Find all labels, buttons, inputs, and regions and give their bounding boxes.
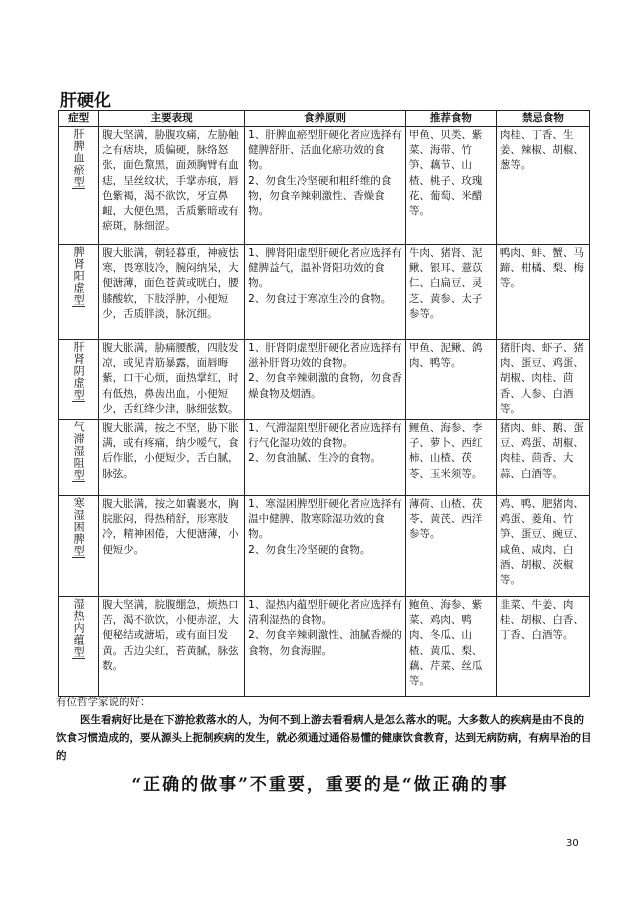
header-type: 症型: [59, 111, 99, 127]
type-cell: [59, 127, 99, 245]
type-label: 肝脾血瘀型: [72, 128, 86, 188]
forbidden-cell: 韭菜、牛姜、肉桂、胡椒、白香、丁香、白酒等。: [496, 597, 589, 697]
principle-item: 2、勿食过于寒凉生冷的食物。: [248, 292, 392, 305]
principle-item: 2、勿食油腻、生冷的食物。: [248, 452, 381, 465]
principle-item: 1、湿热内蕴型肝硬化者应选择有清利湿热的食物。: [248, 599, 402, 627]
principle-item: 2、勿食生冷坚硬的食物。: [248, 543, 371, 556]
type-label: 湿热内蕴型: [72, 598, 86, 658]
header-principles: 食养原则: [245, 111, 406, 127]
principle-item: 1、肝肾阴虚型肝硬化者应选择有滋补肝肾功效的食物。: [248, 342, 402, 370]
type-label: 肝肾阴虚型: [72, 341, 86, 401]
intro-text: 有位哲学家说的好：: [56, 696, 151, 708]
header-forbidden: 禁忌食物: [496, 111, 589, 127]
forbidden-cell: 鸡、鸭、肥猪肉、鸡蛋、菱角、竹笋、蛋豆、豌豆、咸鱼、咸肉、白酒、胡椒、茨椒等。: [496, 496, 589, 597]
principle-item: 2、勿食辛辣刺激性、油腻香燥的食物，勿食海腥。: [248, 629, 402, 657]
principles-cell: [245, 597, 406, 697]
symptoms-cell: 腹大胀满，按之不坚，胁下胀满，或有疼痛，纳少嗳气，食后作胀，小便短少，舌白腻，脉弦。: [99, 420, 245, 496]
table-row: [59, 597, 590, 697]
forbidden-cell: 猪肉、蚌、鹅、蛋豆、鸡蛋、胡椒、肉桂、茴香、大蒜、白酒等。: [496, 420, 589, 496]
type-cell: [59, 245, 99, 340]
principles-cell: [245, 496, 406, 597]
principles-cell: [245, 245, 406, 340]
table-header-row: [59, 111, 590, 127]
page-number: 30: [566, 838, 579, 849]
principle-item: 1、肝脾血瘀型肝硬化者应选择有健脾舒肝、活血化瘀功效的食物。: [248, 129, 402, 172]
type-cell: [59, 597, 99, 697]
principle-item: 2、勿食生冷坚硬和粗纤维的食物，勿食辛辣刺激性、香燥食物。: [248, 174, 392, 218]
recommended-cell: 鲤鱼、海参、李子、萝卜、西红柿、山楂、茯苓、玉米须等。: [405, 420, 496, 496]
quote-slogan: “正确的做事”不重要，重要的是“做正确的事: [131, 775, 509, 795]
body-paragraph: 医生看病好比是在下游抢救落水的人，为何不到上游去看看病人是怎么落水的呢。大多数人的疾病是由不良的饮食习惯造成的，要从源头上扼制疾病的发生，就必须通过通俗易懂的健康饮食教育，达到无病防病，有病早治的目的: [56, 714, 592, 762]
type-label: 脾肾阳虚型: [72, 246, 86, 306]
principle-item: 1、气滞湿阻型肝硬化者应选择有行气化湿功效的食物。: [248, 422, 402, 450]
principles-cell: [245, 420, 406, 496]
forbidden-cell: 猪肝肉、虾子、猪肉、蛋豆、鸡蛋、胡椒、肉桂、茴香、人参、白酒等。: [496, 340, 589, 420]
table-row: [59, 245, 590, 340]
type-cell: [59, 496, 99, 597]
table-row: [59, 127, 590, 245]
type-cell: [59, 340, 99, 420]
recommended-cell: 甲鱼、贝类、紫菜、海带、竹笋、藕节、山楂、桃子、玫瑰花、葡萄、米醋等。: [405, 127, 496, 245]
principles-cell: [245, 127, 406, 245]
header-recommended: 推荐食物: [405, 111, 496, 127]
symptoms-cell: 腹大胀满，按之如囊裹水，胸脘胀闷，得热稍舒，形寒肢冷，精神困倦，大便溏薄，小便短少。: [99, 496, 245, 597]
diet-table: [58, 110, 590, 697]
type-label: 气滞湿阻型: [72, 421, 86, 481]
page-title: 肝硬化: [60, 91, 111, 111]
header-symptoms: 主要表现: [99, 111, 245, 127]
type-label: 寒湿困脾型: [72, 497, 86, 557]
table-row: [59, 340, 590, 420]
recommended-cell: 牛肉、猪肾、泥鳅、银耳、薏苡仁、白扁豆、灵芝、黄参、太子参等。: [405, 245, 496, 340]
symptoms-cell: 腹大坚满，脘腹绷急，烦热口苦，渴不欲饮，小便赤涩，大便秘结或溏垢，或有面目发黄。舌边尖红，苔黄腻，脉弦数。: [99, 597, 245, 697]
forbidden-cell: 鸭肉、蚌、蟹、马蹄、柑橘、梨、梅等。: [496, 245, 589, 340]
symptoms-cell: 腹大胀满，朝轻暮重，神疲怯寒，畏寒肢冷，腕闷纳呆，大便溏薄，面色苍黄或晄白，腰膝酸软，下肢浮肿，小便短少，舌质胖淡，脉沉细。: [99, 245, 245, 340]
principle-item: 1、寒湿困脾型肝硬化者应选择有温中健脾、散寒除湿功效的食物。: [248, 498, 402, 541]
table-row: [59, 420, 590, 496]
symptoms-cell: 腹大胀满，胁痛腰酸，四肢发凉，或见青筋暴露，面唇晦紫，口干心烦，面热掌红，时有低热，鼻齿出血，小便短少，舌红绛少津，脉细弦数。: [99, 340, 245, 420]
principles-cell: [245, 340, 406, 420]
recommended-cell: 薄荷、山楂、茯苓、黄芪、西洋参等。: [405, 496, 496, 597]
table-row: [59, 496, 590, 597]
type-cell: [59, 420, 99, 496]
recommended-cell: 甲鱼、泥鳅、鸽肉、鸭等。: [405, 340, 496, 420]
principle-item: 2、勿食辛辣刺激的食物，勿食香燥食物及烟酒。: [248, 372, 402, 400]
principle-item: 1、脾肾阳虚型肝硬化者应选择有健脾益气，温补肾阳功效的食物。: [248, 247, 402, 290]
recommended-cell: 鲍鱼、海参、紫菜、鸡肉、鸭肉、冬瓜、山楂、黄瓜、梨、藕、芹菜、丝瓜等。: [405, 597, 496, 697]
forbidden-cell: 肉桂、丁香、生姜、辣椒、胡椒、葱等。: [496, 127, 589, 245]
symptoms-cell: 腹大坚满，胁腹攻痛，左胁触之有痞块，质偏硬，脉络怒张，面色黧黑，面颈胸臂有血痣，呈丝纹状，手掌赤痕，唇色紫褐，渴不欲饮，牙宣鼻衄，大便色黑，舌质紫暗或有瘀斑，脉细涩。: [99, 127, 245, 245]
